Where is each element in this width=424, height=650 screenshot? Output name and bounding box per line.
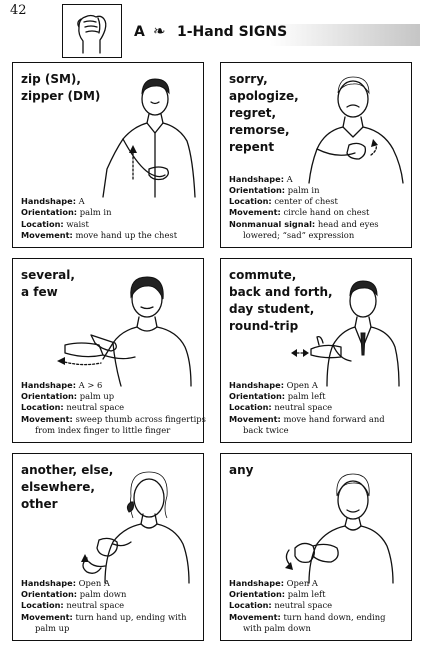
sign-details — [229, 380, 407, 436]
sign-details — [229, 174, 407, 241]
detail-label: Movement: — [21, 413, 73, 424]
woman-turning-hand-up-illustration — [59, 462, 199, 584]
detail-value: move hand forward and — [283, 413, 385, 424]
sign-title-line: round-trip — [229, 319, 299, 333]
detail-continuation: back twice — [243, 424, 289, 435]
detail-value: Open A — [286, 379, 318, 390]
detail-label: Handshape: — [21, 379, 76, 390]
sign-card-another — [12, 453, 204, 641]
detail-row — [229, 185, 407, 196]
detail-label: Orientation: — [21, 207, 78, 218]
detail-value: palm down — [79, 589, 127, 600]
header-title: 1-Hand SIGNS — [177, 24, 288, 40]
detail-value: turn hand down, ending — [283, 611, 386, 622]
sign-title-line: back and forth, — [229, 285, 333, 299]
detail-label: Movement: — [21, 229, 73, 240]
sign-card-any — [220, 453, 412, 641]
detail-value: turn hand up, ending with — [75, 611, 187, 622]
sign-card-sorry — [220, 62, 412, 248]
detail-label: Location: — [21, 402, 64, 413]
detail-label: Movement: — [21, 611, 73, 622]
detail-row — [21, 219, 199, 230]
detail-value: head and eyes — [317, 218, 379, 229]
page-number: 42 — [10, 3, 27, 18]
detail-value: neutral space — [66, 600, 125, 611]
detail-label: Orientation: — [229, 589, 286, 600]
sign-title-line: commute, — [229, 268, 297, 282]
sign-title-line: sorry, — [229, 72, 268, 86]
detail-value: A > 6 — [78, 379, 103, 390]
detail-label: Orientation: — [229, 391, 286, 402]
detail-row — [229, 414, 407, 425]
sign-details — [229, 578, 407, 634]
detail-row — [229, 196, 407, 207]
detail-row — [229, 578, 407, 589]
sign-card-zip — [12, 62, 204, 248]
detail-label: Location: — [21, 218, 64, 229]
detail-label: Movement: — [229, 413, 281, 424]
detail-row — [229, 391, 407, 402]
detail-label: Movement: — [229, 611, 281, 622]
detail-label: Handshape: — [21, 577, 76, 588]
detail-label: Handshape: — [229, 173, 284, 184]
detail-value: Open A — [286, 577, 318, 588]
sign-card-several — [12, 258, 204, 443]
detail-continuation: lowered; “sad” expression — [243, 229, 355, 240]
detail-label: Orientation: — [21, 589, 78, 600]
sign-title-line: remorse, — [229, 123, 290, 137]
woman-sweeping-thumb-illustration — [51, 269, 201, 387]
man-hand-circling-chest-illustration — [301, 69, 407, 184]
detail-label: Handshape: — [229, 379, 284, 390]
sign-title-line: other — [21, 497, 58, 511]
sign-details — [21, 196, 199, 241]
sign-title-line: several, — [21, 268, 75, 282]
detail-row — [229, 380, 407, 391]
detail-continuation: palm up — [35, 622, 70, 633]
detail-value: A — [286, 173, 293, 184]
sign-title-line: any — [229, 463, 254, 477]
detail-row — [21, 589, 199, 600]
handshape-a-icon — [62, 4, 122, 58]
detail-row — [21, 196, 199, 207]
detail-row — [229, 402, 407, 413]
detail-value: A — [78, 196, 85, 207]
detail-row — [21, 391, 199, 402]
sign-title-line: elsewhere, — [21, 480, 95, 494]
man-turning-hand-down-illustration — [273, 460, 403, 584]
sign-card-commute — [220, 258, 412, 443]
detail-row — [229, 612, 407, 623]
sign-title-line: zipper (DM) — [21, 89, 101, 103]
detail-row — [229, 600, 407, 611]
detail-row — [21, 230, 199, 241]
detail-value: palm left — [287, 391, 326, 402]
detail-row — [21, 612, 199, 623]
detail-value: palm in — [79, 207, 112, 218]
sign-title-line: repent — [229, 140, 275, 154]
detail-row — [229, 589, 407, 600]
detail-label: Handshape: — [21, 196, 76, 207]
detail-value: center of chest — [274, 196, 338, 207]
detail-continuation: from index finger to little finger — [35, 424, 171, 435]
detail-value: waist — [66, 218, 89, 229]
detail-row — [21, 207, 199, 218]
detail-label: Movement: — [229, 207, 281, 218]
sign-title-line: zip (SM), — [21, 72, 81, 86]
detail-label: Location: — [21, 600, 64, 611]
detail-value: Open A — [78, 577, 110, 588]
detail-value: neutral space — [274, 402, 333, 413]
detail-label: Location: — [229, 600, 272, 611]
man-zipping-motion-illustration — [93, 69, 197, 199]
detail-value: sweep thumb across fingertips — [75, 413, 206, 424]
sign-title — [229, 462, 253, 479]
detail-label: Nonmanual signal: — [229, 218, 316, 229]
detail-value: move hand up the chest — [75, 229, 178, 240]
man-in-suit-moving-hand-forward-illustration — [291, 267, 407, 387]
sign-title — [229, 71, 299, 156]
detail-row — [229, 219, 407, 230]
detail-continuation: with palm down — [243, 622, 311, 633]
detail-value: palm left — [287, 589, 326, 600]
detail-row — [229, 174, 407, 185]
sign-title — [21, 71, 100, 105]
detail-value: neutral space — [66, 402, 125, 413]
sign-title-line: apologize, — [229, 89, 299, 103]
detail-label: Location: — [229, 196, 272, 207]
header-letter: A — [134, 24, 145, 40]
detail-row — [21, 578, 199, 589]
detail-row — [229, 207, 407, 218]
detail-row — [21, 380, 199, 391]
sign-title-line: day student, — [229, 302, 315, 316]
detail-value: neutral space — [274, 600, 333, 611]
detail-label: Orientation: — [21, 391, 78, 402]
detail-label: Orientation: — [229, 184, 286, 195]
detail-label: Location: — [229, 402, 272, 413]
sign-title-line: another, else, — [21, 463, 114, 477]
detail-value: circle hand on chest — [283, 207, 370, 218]
detail-value: palm in — [287, 184, 320, 195]
sign-title-line: a few — [21, 285, 58, 299]
sign-details — [21, 578, 199, 634]
detail-row — [21, 600, 199, 611]
sign-title-line: regret, — [229, 106, 276, 120]
detail-row — [21, 413, 206, 425]
header-ornament-icon: ❧ — [153, 22, 166, 40]
detail-label: Handshape: — [229, 577, 284, 588]
sign-details — [21, 379, 206, 436]
detail-row — [21, 402, 199, 413]
detail-value: palm up — [79, 391, 115, 402]
